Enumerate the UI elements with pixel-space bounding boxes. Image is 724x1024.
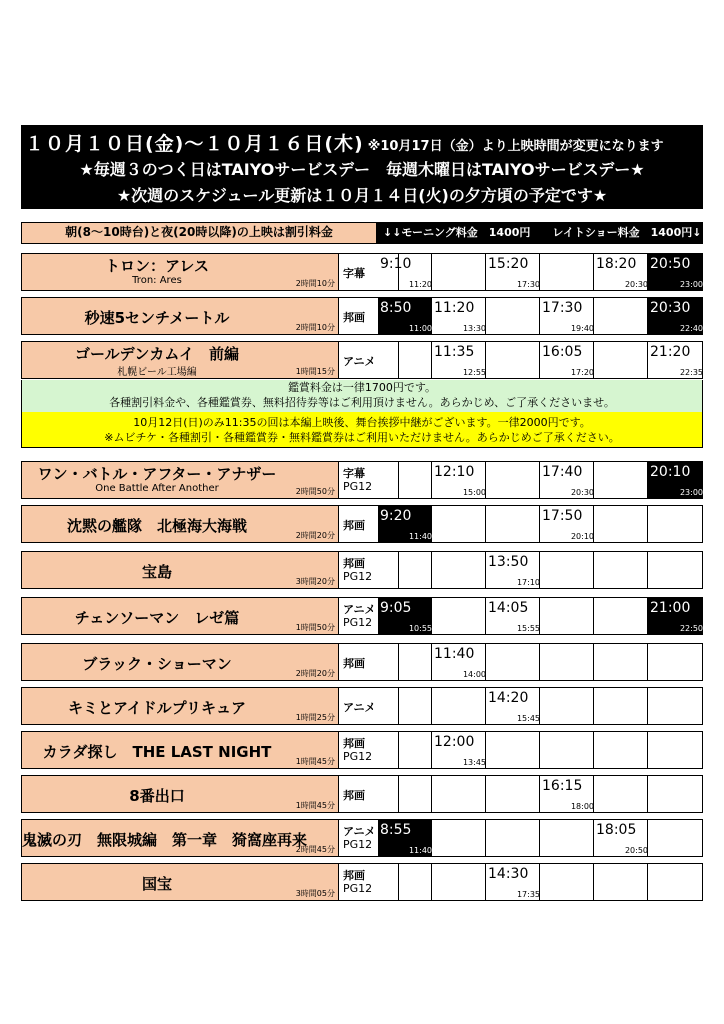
showtime-end: 20:10: [570, 532, 594, 541]
showtime-slot: [432, 598, 486, 634]
movie-title: 沈黙の艦隊 北極海大海戦: [66, 517, 247, 535]
movie-title-cell: [22, 864, 339, 900]
stage-greeting-line-2: ※ムビチケ・各種割引・各種鑑賞券・無料鑑賞券はご利用いただけません。あらかじめご了承ください。: [104, 431, 620, 444]
showtime-slot[interactable]: [432, 732, 486, 768]
movie-duration: 3時間05分: [295, 889, 335, 898]
movie-title-cell: [22, 820, 339, 856]
showtime-slot: [540, 688, 594, 724]
showtime-slot: [378, 864, 432, 900]
showtime-start: 14:30: [488, 866, 529, 882]
showtime-end: 18:00: [570, 802, 594, 811]
showtime-slot: [486, 298, 540, 334]
movie-row: [21, 597, 703, 635]
movie-title: ワン・バトル・アフター・アナザー: [37, 465, 277, 483]
showtime-start: 18:05: [596, 822, 637, 838]
golden-kamuy-price-info: [21, 380, 703, 412]
showtime-slot: [486, 506, 540, 542]
movie-title: 宝島: [141, 563, 172, 581]
showtime-end: 11:40: [408, 532, 432, 541]
movie-title-cell: [22, 598, 339, 634]
showtime-slot[interactable]: [594, 820, 648, 856]
movie-category: 邦画: [343, 311, 365, 324]
showtime-slot: [540, 644, 594, 680]
showtime-slot: [432, 688, 486, 724]
showtime-slot: [432, 552, 486, 588]
movie-category: 邦画: [343, 557, 365, 570]
movie-title: トロン：アレス: [105, 257, 209, 275]
showtime-end: 17:30: [516, 280, 540, 289]
showtime-start: 17:40: [542, 464, 583, 480]
movie-duration: 1時間50分: [295, 623, 335, 632]
showtime-slot[interactable]: [378, 820, 432, 856]
showtime-start: 18:20: [596, 256, 637, 272]
showtime-end: 22:50: [679, 624, 703, 633]
movie-duration: 1時間45分: [295, 757, 335, 766]
movie-title-cell: [22, 462, 339, 498]
showtime-slot: [648, 552, 702, 588]
movie-row: [21, 253, 703, 291]
showtime-slot[interactable]: [486, 254, 540, 290]
showtime-slot[interactable]: [486, 552, 540, 588]
movie-row: [21, 341, 703, 379]
showtime-slot[interactable]: [486, 598, 540, 634]
movie-title: 8番出口: [129, 787, 185, 805]
showtime-end: 15:55: [516, 624, 540, 633]
schedule-header: [21, 125, 703, 209]
movie-title: ブラック・ショーマン: [82, 655, 232, 673]
showtime-end: 15:00: [462, 488, 486, 497]
schedule-change-note: ※10月17日（金）より上映時間が変更になります: [367, 139, 664, 154]
showtime-slot: [486, 644, 540, 680]
showtime-start: 21:20: [650, 344, 691, 360]
showtime-slot: [540, 864, 594, 900]
movie-duration: 1時間15分: [295, 367, 335, 376]
showtime-slot: [594, 552, 648, 588]
showtime-start: 16:05: [542, 344, 583, 360]
showtime-start: 11:20: [434, 300, 475, 316]
movie-title-cell: [22, 506, 339, 542]
showtime-start: 17:30: [542, 300, 583, 316]
movie-title: 鬼滅の刃 無限城編 第一章 猗窩座再来: [22, 831, 308, 849]
showtime-slot: [432, 820, 486, 856]
showtime-start: 9:20: [380, 508, 412, 524]
showtime-start: 9:05: [380, 600, 412, 616]
stage-greeting-info: [21, 412, 703, 448]
movie-row: [21, 687, 703, 725]
showtime-slot: [378, 342, 432, 378]
showtime-end: 23:00: [679, 280, 703, 289]
movie-rating: PG12: [343, 480, 373, 493]
showtime-end: 11:40: [408, 846, 432, 855]
movie-category: 邦画: [343, 519, 365, 532]
movie-duration: 2時間10分: [295, 323, 335, 332]
showtime-start: 20:10: [650, 464, 691, 480]
movie-row: [21, 863, 703, 901]
movie-duration: 2時間20分: [295, 669, 335, 678]
showtime-start: 8:55: [380, 822, 412, 838]
showtime-end: 22:35: [679, 368, 703, 377]
movie-category: 邦画: [343, 789, 365, 802]
showtime-start: 21:00: [650, 600, 691, 616]
movie-title-cell: [22, 254, 339, 290]
movie-title-cell: [22, 732, 339, 768]
movie-row: [21, 643, 703, 681]
movie-duration: 3時間20分: [295, 577, 335, 586]
movie-rating: PG12: [343, 570, 373, 583]
movie-title-cell: [22, 342, 339, 378]
showtime-slot: [648, 820, 702, 856]
showtime-slot: [594, 864, 648, 900]
showtime-slot: [594, 342, 648, 378]
showtime-slot: [378, 552, 432, 588]
showtime-end: 23:00: [679, 488, 703, 497]
showtime-slot: [432, 776, 486, 812]
showtime-slot: [540, 820, 594, 856]
service-day-line: ★毎週３のつく日はTAIYOサービスデー 毎週木曜日はTAIYOサービスデー★: [79, 160, 645, 179]
showtime-slot: [594, 598, 648, 634]
showtime-end: 13:30: [462, 324, 486, 333]
movie-row: [21, 819, 703, 857]
showtime-start: 12:00: [434, 734, 475, 750]
movie-row: [21, 775, 703, 813]
showtime-slot: [486, 342, 540, 378]
showtime-slot: [540, 552, 594, 588]
showtime-slot[interactable]: [378, 254, 432, 290]
showtime-end: 17:35: [516, 890, 540, 899]
showtime-start: 16:15: [542, 778, 583, 794]
movie-duration: 2時間50分: [295, 487, 335, 496]
movie-category: アニメ: [343, 355, 376, 368]
movie-duration: 2時間45分: [295, 845, 335, 854]
showtime-slot[interactable]: [432, 298, 486, 334]
movie-category: 邦画: [343, 869, 365, 882]
showtime-slot: [648, 688, 702, 724]
showtime-slot: [648, 864, 702, 900]
showtime-slot: [540, 732, 594, 768]
discount-notice: 朝(8～10時台)と夜(20時以降)の上映は割引料金: [22, 223, 377, 243]
showtime-slot[interactable]: [648, 298, 702, 334]
showtime-start: 12:10: [434, 464, 475, 480]
showtime-start: 8:50: [380, 300, 412, 316]
showtime-end: 14:00: [462, 670, 486, 679]
showtime-slot: [378, 732, 432, 768]
movie-row: [21, 551, 703, 589]
movie-row: [21, 297, 703, 335]
movie-title-cell: [22, 298, 339, 334]
date-range: １０月１０日(金)～１０月１６日(木): [25, 133, 364, 155]
showtime-slot[interactable]: [378, 298, 432, 334]
showtime-slot[interactable]: [540, 462, 594, 498]
showtime-end: 10:55: [408, 624, 432, 633]
movie-title: 秒速5センチメートル: [84, 309, 230, 327]
showtime-slot[interactable]: [432, 342, 486, 378]
showtime-slot: [594, 776, 648, 812]
showtime-end: 19:40: [570, 324, 594, 333]
price-info-line-2: 各種割引料金や、各種鑑賞券、無料招待券等はご利用頂けません。あらかじめ、ご了承くださいませ。: [109, 396, 615, 409]
showtime-slot[interactable]: [432, 462, 486, 498]
showtime-slot[interactable]: [540, 298, 594, 334]
showtime-start: 14:05: [488, 600, 529, 616]
movie-title: カラダ探し THE LAST NIGHT: [42, 743, 272, 761]
showtime-slot[interactable]: [648, 254, 702, 290]
movie-rating: PG12: [343, 750, 373, 763]
header-line-1: [25, 129, 664, 156]
movie-row: [21, 731, 703, 769]
showtime-slot[interactable]: [378, 506, 432, 542]
movie-rating: PG12: [343, 616, 373, 629]
showtime-start: 15:20: [488, 256, 529, 272]
showtime-slot: [432, 506, 486, 542]
movie-title: チェンソーマン レゼ篇: [74, 609, 240, 627]
showtime-end: 13:45: [462, 758, 486, 767]
showtime-slot[interactable]: [594, 254, 648, 290]
showtime-slot: [648, 776, 702, 812]
showtime-end: 20:50: [624, 846, 648, 855]
movie-category: 邦画: [343, 737, 365, 750]
showtime-slot: [432, 864, 486, 900]
movie-title: 国宝: [141, 875, 172, 893]
showtime-start: 14:20: [488, 690, 529, 706]
movie-subtitle: One Battle After Another: [95, 483, 219, 494]
showtime-slot: [594, 298, 648, 334]
movie-category: 邦画: [343, 657, 365, 670]
stage-greeting-line-1: 10月12日(日)のみ11:35の回は本編上映後、舞台挨拶中継がございます。一律2000円です。: [133, 416, 591, 429]
showtime-slot: [648, 506, 702, 542]
price-info-line-1: 鑑賞料金は一律1700円です。: [287, 381, 437, 394]
movie-category: アニメ: [343, 825, 376, 838]
movie-title: ゴールデンカムイ 前編: [74, 345, 240, 363]
showtime-slot: [540, 598, 594, 634]
showtime-slot: [540, 254, 594, 290]
movie-rating: PG12: [343, 838, 373, 851]
movie-subtitle: 札幌ビール工場編: [117, 367, 197, 378]
showtime-slot: [594, 644, 648, 680]
movie-title-cell: [22, 552, 339, 588]
movie-title-cell: [22, 644, 339, 680]
showtime-slot: [648, 732, 702, 768]
next-update-line: ★次週のスケジュール更新は１０月１４日(火)の夕方頃の予定です★: [116, 186, 608, 205]
showtime-slot: [486, 732, 540, 768]
showtime-slot[interactable]: [378, 598, 432, 634]
showtime-slot: [378, 776, 432, 812]
morning-late-prices: ↓↓モーニング料金 1400円 レイトショー料金 1400円↓↓: [377, 223, 702, 243]
showtime-start: 20:30: [650, 300, 691, 316]
showtime-end: 22:40: [679, 324, 703, 333]
showtime-end: 11:00: [408, 324, 432, 333]
showtime-slot: [378, 462, 432, 498]
showtime-start: 17:50: [542, 508, 583, 524]
movie-row: [21, 505, 703, 543]
movie-duration: 1時間25分: [295, 713, 335, 722]
showtime-slot: [594, 732, 648, 768]
showtime-slot: [594, 462, 648, 498]
showtime-start: 9:10: [380, 256, 412, 272]
showtime-slot[interactable]: [486, 688, 540, 724]
showtime-slot: [378, 644, 432, 680]
showtime-end: 17:20: [570, 368, 594, 377]
movie-title-cell: [22, 688, 339, 724]
movie-rating: PG12: [343, 882, 373, 895]
showtime-start: 20:50: [650, 256, 691, 272]
showtime-slot: [486, 776, 540, 812]
movie-category: アニメ: [343, 701, 376, 714]
showtime-end: 20:30: [570, 488, 594, 497]
showtime-slot: [378, 688, 432, 724]
movie-title: キミとアイドルプリキュア: [67, 699, 247, 717]
showtime-slot[interactable]: [648, 462, 702, 498]
showtime-slot[interactable]: [540, 776, 594, 812]
showtime-slot[interactable]: [486, 864, 540, 900]
showtime-end: 11:20: [408, 280, 432, 289]
showtime-slot: [432, 254, 486, 290]
showtime-end: 12:55: [462, 368, 486, 377]
showtime-end: 20:30: [624, 280, 648, 289]
movie-duration: 1時間45分: [295, 801, 335, 810]
showtime-slot[interactable]: [540, 342, 594, 378]
showtime-slot: [594, 688, 648, 724]
showtime-slot[interactable]: [648, 342, 702, 378]
movie-duration: 2時間20分: [295, 531, 335, 540]
movie-duration: 2時間10分: [295, 279, 335, 288]
showtime-slot: [486, 462, 540, 498]
showtime-slot: [648, 644, 702, 680]
showtime-end: 15:45: [516, 714, 540, 723]
movie-subtitle: Tron: Ares: [132, 275, 182, 286]
showtime-slot: [486, 820, 540, 856]
movie-category: アニメ: [343, 603, 376, 616]
showtime-start: 11:40: [434, 646, 475, 662]
showtime-slot[interactable]: [648, 598, 702, 634]
movie-category: 字幕: [343, 467, 365, 480]
showtime-slot: [594, 506, 648, 542]
showtime-end: 17:10: [516, 578, 540, 587]
showtime-slot[interactable]: [432, 644, 486, 680]
movie-title-cell: [22, 776, 339, 812]
movie-row: [21, 461, 703, 499]
showtime-start: 11:35: [434, 344, 475, 360]
showtime-slot[interactable]: [540, 506, 594, 542]
movie-category: 字幕: [343, 267, 365, 280]
showtime-start: 13:50: [488, 554, 529, 570]
price-notice-bar: [21, 222, 711, 244]
